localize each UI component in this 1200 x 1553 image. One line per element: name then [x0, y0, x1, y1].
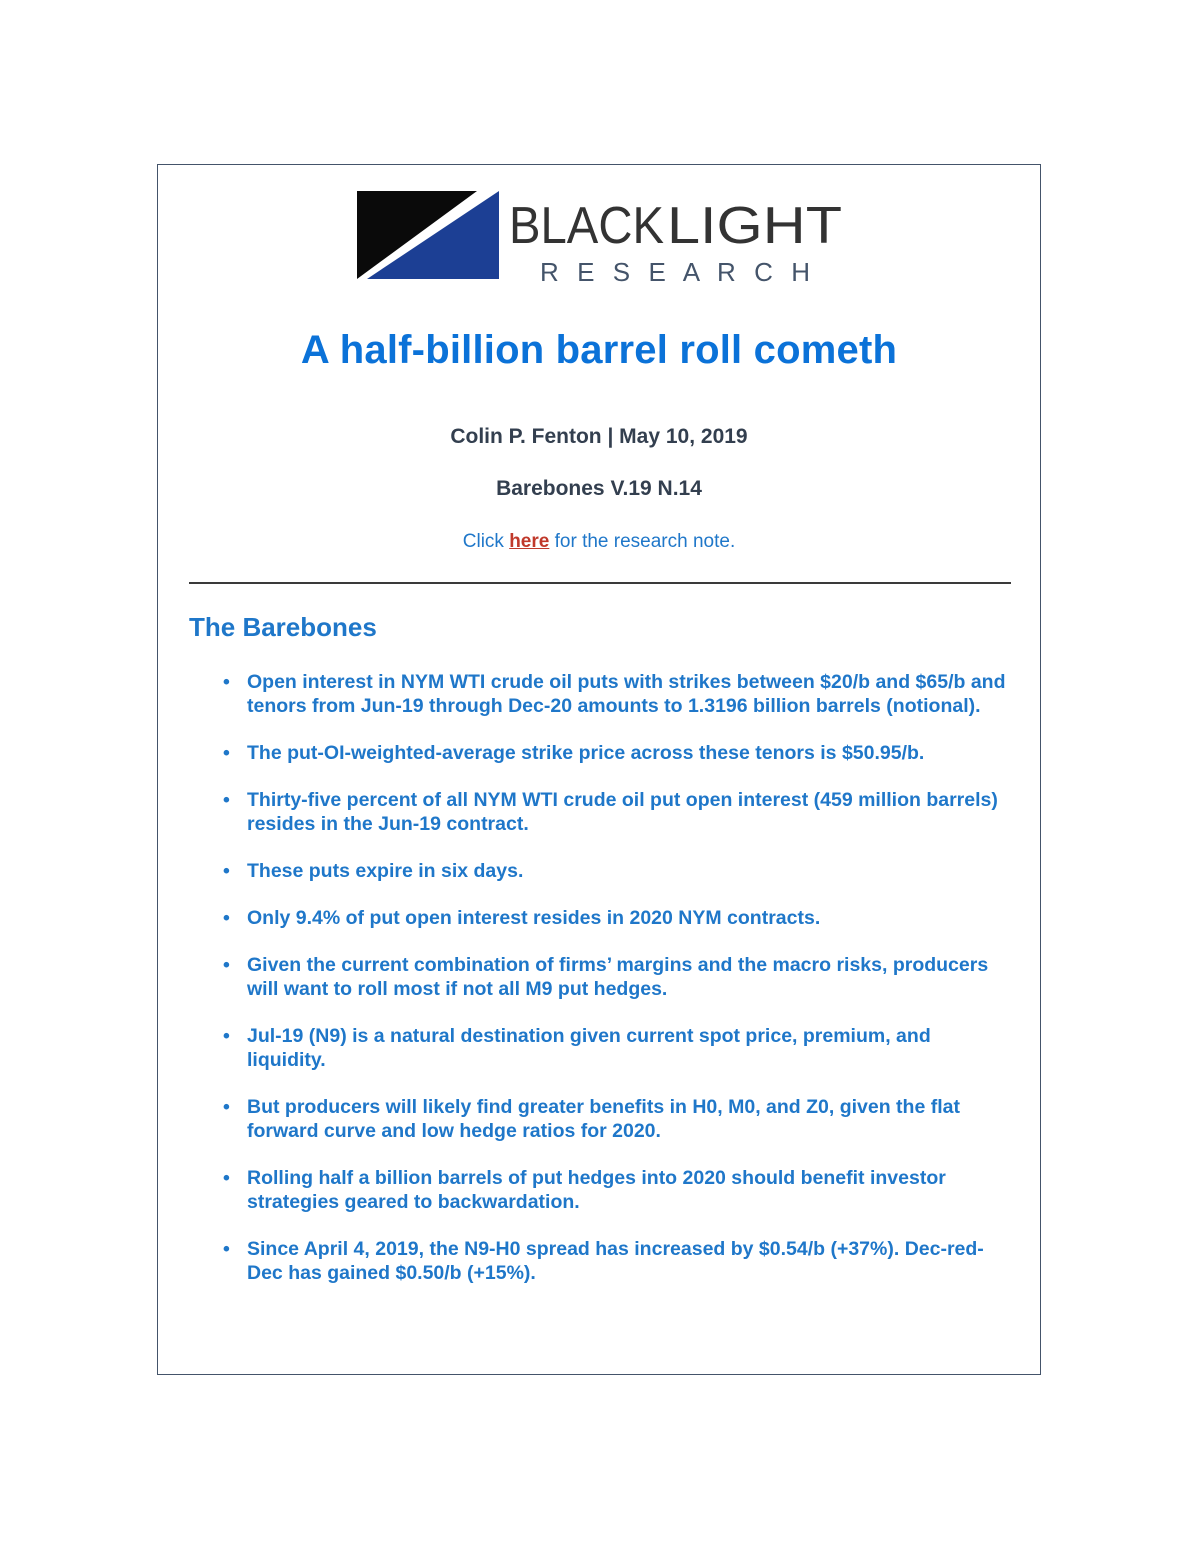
bullet-icon: • — [223, 742, 230, 764]
bullet-icon: • — [223, 1167, 230, 1189]
logo-word-light: LIGHT — [667, 197, 842, 255]
bullet-icon: • — [223, 954, 230, 976]
bullet-list — [221, 670, 1011, 1308]
research-note-line — [157, 531, 1041, 553]
list-item — [221, 1024, 1011, 1072]
research-note-link[interactable]: here — [509, 531, 550, 552]
page-title: A half-billion barrel roll cometh — [300, 328, 898, 372]
bullet-icon: • — [223, 860, 230, 882]
list-item — [221, 788, 1011, 836]
list-item-text: Rolling half a billion barrels of put hedges into 2020 should benefit investor strategies geared to backwardation. — [247, 1167, 946, 1213]
list-item-text: But producers will likely find greater benefits in H0, M0, and Z0, given the flat forward curve and low hedge ratios for 2020. — [247, 1096, 960, 1142]
list-item — [221, 859, 1011, 883]
bullet-icon: • — [223, 1238, 230, 1260]
series-label: Barebones V.19 N.14 — [496, 477, 702, 500]
list-item-text: These puts expire in six days. — [247, 860, 524, 882]
horizontal-divider — [189, 582, 1011, 584]
logo-word-research: R E S E A R C H — [540, 257, 810, 285]
list-item-text: Given the current combination of firms’ margins and the macro risks, producers will want to roll most if not all M9 put hedges. — [247, 954, 989, 1000]
bullet-icon: • — [223, 1096, 230, 1118]
logo-graphic — [357, 189, 847, 285]
list-item-text: Jul-19 (N9) is a natural destination given current spot price, premium, and liquidity. — [247, 1025, 931, 1071]
list-item — [221, 670, 1011, 718]
click-prefix-text: Click — [462, 531, 510, 552]
list-item — [221, 906, 1011, 930]
author-date-line: Colin P. Fenton | May 10, 2019 — [450, 425, 748, 448]
list-item-text: Thirty-five percent of all NYM WTI crude oil put open interest (459 million barrels) resides in the Jun-19 contract. — [247, 789, 998, 835]
bullet-icon: • — [223, 671, 230, 693]
logo-word-black: BLACK — [509, 197, 665, 255]
list-item — [221, 1166, 1011, 1214]
list-item-text: Since April 4, 2019, the N9-H0 spread has increased by $0.54/b (+37%). Dec-red-Dec has gained $0.50/b (+15%). — [247, 1238, 984, 1284]
list-item — [221, 741, 1011, 765]
bullet-icon: • — [223, 907, 230, 929]
list-item-text: The put-OI-weighted-average strike price across these tenors is $50.95/b. — [247, 742, 925, 764]
list-item — [221, 1237, 1011, 1285]
list-item — [221, 953, 1011, 1001]
section-heading: The Barebones — [189, 612, 377, 642]
click-suffix-text: for the research note. — [549, 531, 736, 552]
list-item — [221, 1095, 1011, 1143]
bullet-icon: • — [223, 789, 230, 811]
blacklight-research-logo — [357, 189, 847, 285]
list-item-text: Open interest in NYM WTI crude oil puts with strikes between $20/b and $65/b and tenors from Jun-19 through Dec-20 amounts to 1.3196 billion barrels (notional). — [247, 671, 1006, 717]
list-item-text: Only 9.4% of put open interest resides in 2020 NYM contracts. — [247, 907, 821, 929]
bullet-icon: • — [223, 1025, 230, 1047]
